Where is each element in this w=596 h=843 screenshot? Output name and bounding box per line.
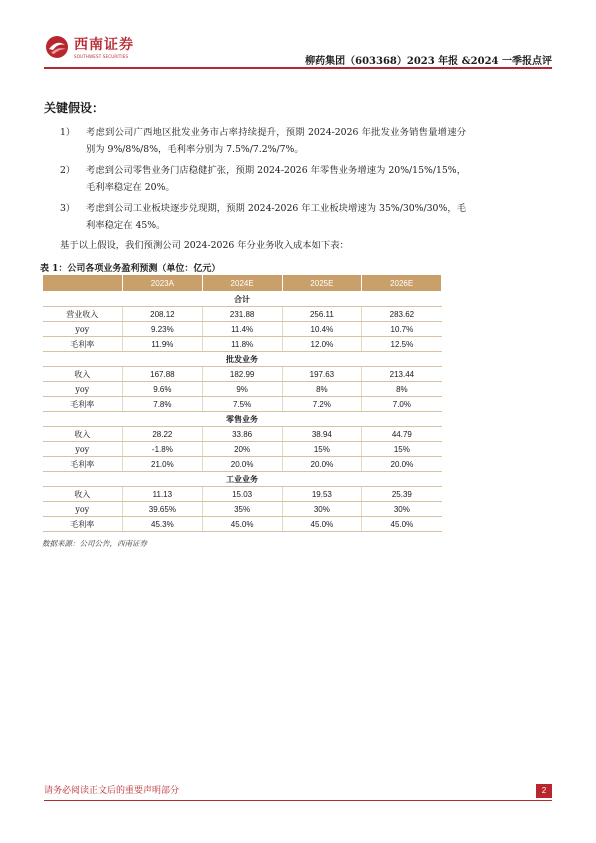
table-header-row bbox=[43, 275, 442, 292]
row-label: yoy bbox=[43, 382, 123, 397]
logo-chinese-name: 西南证券 bbox=[74, 37, 134, 53]
header-cell bbox=[43, 275, 123, 292]
table-cell: 15% bbox=[362, 442, 442, 457]
assumption-item bbox=[60, 124, 560, 158]
forecast-table bbox=[42, 274, 442, 532]
footer-disclaimer: 请务必阅读正文后的重要声明部分 bbox=[44, 786, 180, 796]
table-cell: 256.11 bbox=[282, 307, 362, 322]
table-row bbox=[43, 337, 442, 352]
data-source-note: 数据来源：公司公告，西南证券 bbox=[42, 539, 147, 548]
table-cell: 7.2% bbox=[282, 397, 362, 412]
table-cell: 30% bbox=[282, 502, 362, 517]
company-logo bbox=[44, 32, 154, 64]
table-row bbox=[43, 442, 442, 457]
table-cell: 231.88 bbox=[202, 307, 282, 322]
table-row bbox=[43, 502, 442, 517]
table-caption: 表 1：公司各项业务盈利预测（单位：亿元） bbox=[40, 264, 221, 274]
table-cell: 38.94 bbox=[282, 427, 362, 442]
row-label: yoy bbox=[43, 502, 123, 517]
table-cell: 197.63 bbox=[282, 367, 362, 382]
assumption-number: 1） bbox=[60, 127, 76, 138]
table-row bbox=[43, 487, 442, 502]
table-cell: 167.88 bbox=[123, 367, 203, 382]
header-cell: 2025E bbox=[282, 275, 362, 292]
section-title-cell: 合计 bbox=[43, 292, 442, 307]
table-cell: 28.22 bbox=[123, 427, 203, 442]
table-cell: 213.44 bbox=[362, 367, 442, 382]
row-label: yoy bbox=[43, 442, 123, 457]
row-label: 营业收入 bbox=[43, 307, 123, 322]
table-cell: 11.13 bbox=[123, 487, 203, 502]
table-cell: 11.9% bbox=[123, 337, 203, 352]
table-cell: 45.0% bbox=[282, 517, 362, 532]
row-label: 毛利率 bbox=[43, 337, 123, 352]
table-cell: 182.99 bbox=[202, 367, 282, 382]
assumption-number: 2） bbox=[60, 165, 76, 176]
footer-divider bbox=[44, 800, 552, 801]
assumption-item bbox=[60, 162, 560, 196]
table-cell: 35% bbox=[202, 502, 282, 517]
row-label: 毛利率 bbox=[43, 397, 123, 412]
row-label: yoy bbox=[43, 322, 123, 337]
table-cell: 8% bbox=[282, 382, 362, 397]
assumption-text: 考虑到公司零售业务门店稳健扩张，预期 2024-2026 年零售业务增速为 20%/15%/15%，毛利率稳定在 20%。 bbox=[86, 165, 466, 193]
header-cell: 2026E bbox=[362, 275, 442, 292]
row-label: 收入 bbox=[43, 427, 123, 442]
table-row bbox=[43, 307, 442, 322]
table-cell: 7.5% bbox=[202, 397, 282, 412]
row-label: 毛利率 bbox=[43, 517, 123, 532]
table-cell: 11.8% bbox=[202, 337, 282, 352]
table-cell: 45.0% bbox=[362, 517, 442, 532]
table-row bbox=[43, 367, 442, 382]
table-row bbox=[43, 457, 442, 472]
table-cell: -1.8% bbox=[123, 442, 203, 457]
table-row bbox=[43, 427, 442, 442]
table-cell: 9.23% bbox=[123, 322, 203, 337]
assumption-number: 3） bbox=[60, 203, 76, 214]
table-cell: 7.0% bbox=[362, 397, 442, 412]
table-row bbox=[43, 397, 442, 412]
table-cell: 8% bbox=[362, 382, 442, 397]
report-header-title: 柳药集团（603368）2023 年报 &2024 一季报点评 bbox=[305, 56, 552, 67]
table-cell: 11.4% bbox=[202, 322, 282, 337]
row-label: 收入 bbox=[43, 487, 123, 502]
section-row bbox=[43, 292, 442, 307]
table-row bbox=[43, 382, 442, 397]
header-divider bbox=[44, 67, 552, 69]
logo-english-name: SOUTHWEST SECURITIES bbox=[74, 54, 129, 59]
page-number: 2 bbox=[536, 784, 552, 798]
table-cell: 208.12 bbox=[123, 307, 203, 322]
table-row bbox=[43, 517, 442, 532]
table-cell: 283.62 bbox=[362, 307, 442, 322]
table-cell: 44.79 bbox=[362, 427, 442, 442]
section-row bbox=[43, 412, 442, 427]
table-cell: 15.03 bbox=[202, 487, 282, 502]
assumption-item bbox=[60, 200, 560, 234]
row-label: 毛利率 bbox=[43, 457, 123, 472]
logo-emblem-icon bbox=[44, 34, 70, 60]
table-cell: 33.86 bbox=[202, 427, 282, 442]
table-cell: 12.0% bbox=[282, 337, 362, 352]
section-title-cell: 零售业务 bbox=[43, 412, 442, 427]
section-row bbox=[43, 352, 442, 367]
table-intro-text: 基于以上假设，我们预测公司 2024-2026 年分业务收入成本如下表： bbox=[60, 240, 349, 251]
table-cell: 15% bbox=[282, 442, 362, 457]
header-cell: 2023A bbox=[123, 275, 203, 292]
table-cell: 10.7% bbox=[362, 322, 442, 337]
table-cell: 10.4% bbox=[282, 322, 362, 337]
table-cell: 45.0% bbox=[202, 517, 282, 532]
assumption-text: 考虑到公司广西地区批发业务市占率持续提升，预期 2024-2026 年批发业务销售量增速分别为 9%/8%/8%，毛利率分别为 7.5%/7.2%/7%。 bbox=[86, 127, 466, 155]
table-cell: 20.0% bbox=[362, 457, 442, 472]
table-row bbox=[43, 322, 442, 337]
table-cell: 21.0% bbox=[123, 457, 203, 472]
row-label: 收入 bbox=[43, 367, 123, 382]
table-cell: 20% bbox=[202, 442, 282, 457]
section-title-cell: 批发业务 bbox=[43, 352, 442, 367]
table-cell: 39.65% bbox=[123, 502, 203, 517]
assumption-text: 考虑到公司工业板块逐步兑现期，预期 2024-2026 年工业板块增速为 35%/30%/30%，毛利率稳定在 45%。 bbox=[86, 203, 466, 231]
table-cell: 19.53 bbox=[282, 487, 362, 502]
table-cell: 20.0% bbox=[282, 457, 362, 472]
section-row bbox=[43, 472, 442, 487]
table-cell: 25.39 bbox=[362, 487, 442, 502]
table-cell: 20.0% bbox=[202, 457, 282, 472]
table-cell: 30% bbox=[362, 502, 442, 517]
section-title-cell: 工业业务 bbox=[43, 472, 442, 487]
table-cell: 12.5% bbox=[362, 337, 442, 352]
header-cell: 2024E bbox=[202, 275, 282, 292]
table-cell: 9.6% bbox=[123, 382, 203, 397]
table-cell: 45.3% bbox=[123, 517, 203, 532]
table-cell: 7.8% bbox=[123, 397, 203, 412]
section-title: 关键假设： bbox=[44, 101, 105, 115]
table-cell: 9% bbox=[202, 382, 282, 397]
